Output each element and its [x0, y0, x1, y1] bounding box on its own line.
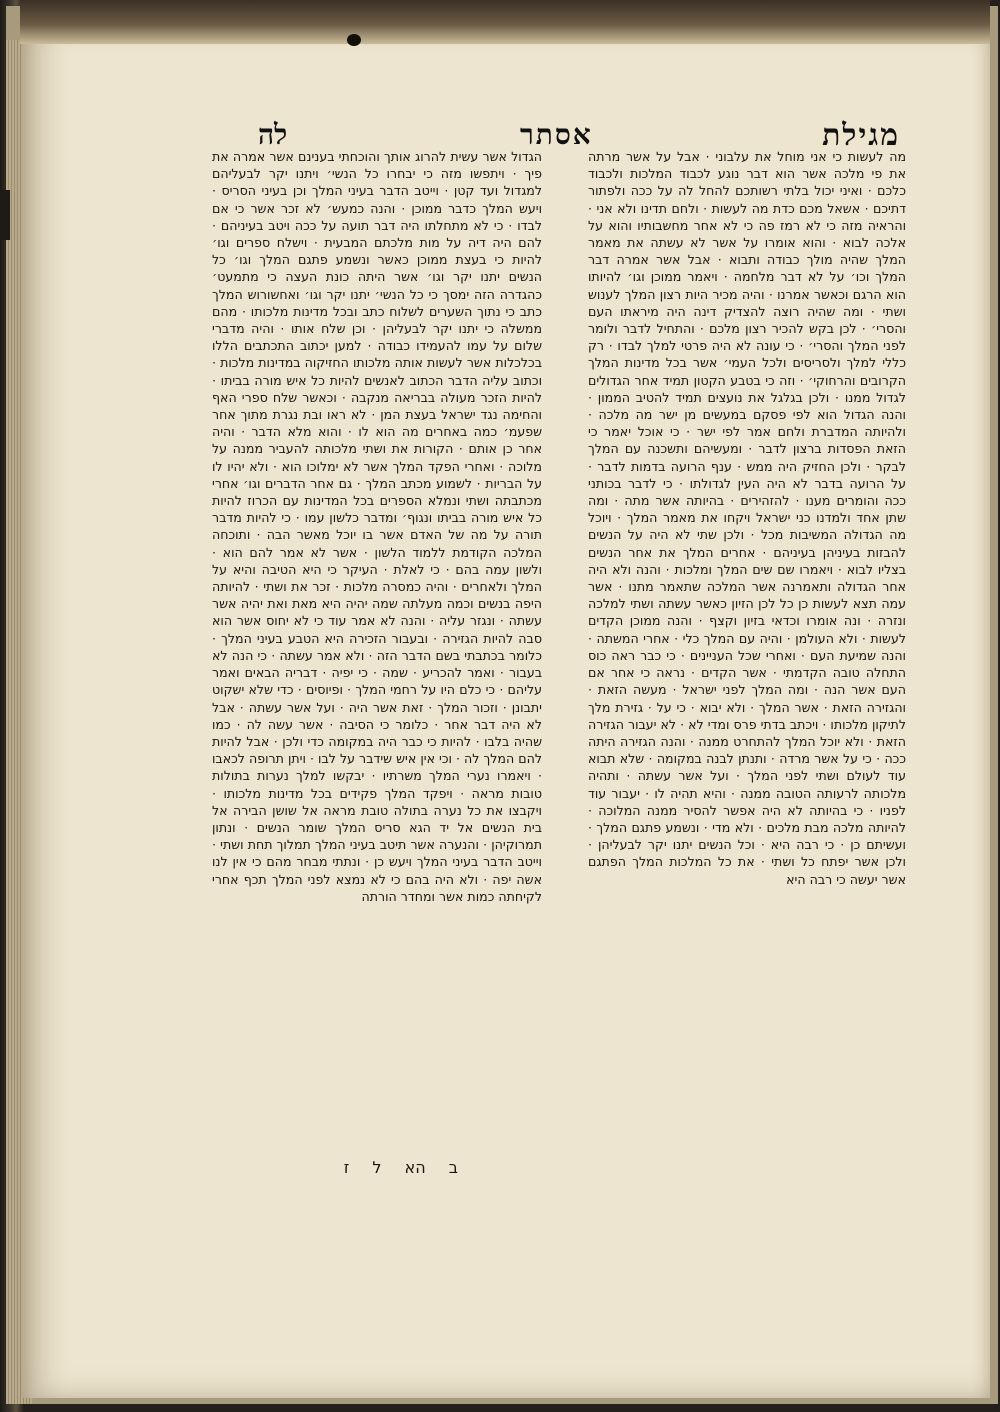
folio-number: לה — [258, 118, 288, 151]
text-column-left — [212, 148, 542, 1158]
column-text: הגדול אשר עשית להרוג אותך והוכחתי בענינם אשר אמרה את פיך · ויתפשו מזה כי יבחרו כל הנשי׳ ויתנו יקר לבעליהם למגדול ועד קטן · וייטב הדבר בעיני המלך וכן בעיני הסריס · ויעש המלך כדבר ממוכן · והנה כמעש׳ לא זכר אשר כי אם לבדו · כי לא מתחלתו היה דבר תועה על ככה ויטב בעיניהם · להם היה דיה על מות מלכתם המבעית · וישלח ספרים וגו׳ להיות כי בעצת ממוכן כאשר ונשמע פתגם המלך וגו׳ כל הנשים יתנו יקר וגו׳ אשר היתה כונת העצה כי מתמעט׳ כהגדרה הזה ימסך כי כל הנשי׳ יתנו יקר וגו׳ ואחשורוש המלך כתב כי נתוך השערים לשלוח כתב ובכל מדינות מלכותו · מהם ממשלה כי יתנו יקר לבעליהן · וכן שלח אותו · והיה מדברי שלום על עמו להעמידו כבודה · למען יכתוב התכתבים הללו בכלכלות אשר לעשות אותה מלכותו החזיקוה במדינות מלכות · וכתוב עליה הדבר הכתוב לאנשים להיות כל איש מורה בביתו · להיות הזכר מעולה בבריאה מנקבה · וכאשר שלח ספרי האף והחימה נגד ישראל בעצת המן · לא ראו ובת נגרת מתוך אחר שפעמ׳ כמה באחרים מה הוא לו · והוא מלא הדבר · והיה אחר כן אותם · הקורות את ושתי מלכותה להעביר ממנה על מלוכה · ואחרי הפקד המלך אשר לא ימלוכו הוא · ולא יהיו לו על הבריות · לשמוע מכתב המלך · גם אחר הדברים וגו׳ אחרי מכתבתה ושתי ונמלא הספרים בכל המדינות עם הכרוז להיות כל איש מורה בביתו ונגוף׳ ומדבר כלשון עמו · כי להיות מדבר תורה על מה של האדם אשר בו יוכל מאשר הבה · ותוכחה המלכה הקודמת ללמוד הלשון · אשר לא אמר להם הוא · ולשון עמה בהם · כי לאלת · העיקר כי היא הטיבה והיא על המלך ולאחרים · והיה כמסרה מלכות · זכר את ושתי · להיותה היפה בנשים וכמה מעלתה שמה יהיה היא מאת ואת יהיה אשר עשתה · ונגזר עליה · והנה לא אמר עוד כי לא יחוס אשר הוא סבה להיות הגזירה · ובעבור הזכירה היא הטבע בעיני המלך · כלומר בכתבתי בשם הדבר הזה · ולא אמר עשתה · כי הנה לא בעבור · ואמר להכריע · שמה · כי יפיה · דבריה הבאים ואמר עליהם · כי כלם היו על רחמי המלך · ופיוסים · כדי שלא ישקוט יתבונן · וזכור המלך · זאת אשר היה · ועל אשר עשתה · אבל לא היה דבר אחר · כלומר כי הסיבה · אשר עשה לה · כמו שהיה בלבו · להיות כי כבר היה במקומה כדי ולכן · אבל להיות להם המלך לה · וכי אין איש שידבר על לבו · ויתן תרופה לכאבו · ויאמרו נערי המלך משרתיו · יבקשו למלך נערות בתולות טובות מראה · ויפקד המלך פקידים בכל מדינות מלכותו · ויקבצו את כל נערה בתולה טובת מראה אל שושן הבירה אל בית הנשים אל יד הגא סריס המלך שומר הנשים · ונתון תמרוקיהן · והנערה אשר תיטב בעיני המלך תמלוך תחת ושתי · וייטב הדבר בעיני המלך ויעש כן · ונתתי מבחר מהם כי אין לנו אשה יפה · ולא היה בהם כי לא נמצא לפני המלך תכף אחרי לקיחתה כמות אשר ומחדר הורתה — [212, 149, 542, 904]
column-text: מה לעשות כי אני מוחל את עלבוני · אבל על אשר מרתה את פי מלכה אשר הוא דבר נוגע לכבוד המלכות ולכבוד כלכם · ואיני יכול בלתי רשותכם להחל לה על ככה ולפתור דתיכם · אשאל מכם כדת מה לעשות · ולחם תדינו ולא אני · והראיה מזה כי לא רמז פה כי לא אחר מחשבותיו והוא על אלכה לבוא · והוא אומרו על אשר לא עשתה את מאמר המלך שהיה מולך כבודה ותבוא · אבל אשר אמרה דבר המלך וכו׳ על לא דבר מלחמה · ויאמר ממוכן וגו׳ להיותו הוא הרגם וכאשר אמרנו · והיה מכיר היות רצון המלך לענוש ושתי · ומה שהיה רוצה להצדיק דינה היה מיראתו העם והסרי׳ · לכן בקש להכיר רצון מלכם · והתחיל לדבר ולומר לפני המלך והסרי׳ · כי עונה לא היה פרטי למלך לבדו · רק כללי למלך ולסריסים ולכל העמי׳ אשר בכל מדינות המלך הקרובים והרחוקי׳ · וזה כי בטבע הקטון תמיד אחר הגדולים לגדול ממנו · ולכן בגלגל את נועצים תמיד להטיב הממון · והנה הגדול הוא לפי פסקם במעשים מן ישר מה מלכה · ולהיותה המדברת ולחם אמר לפי ישר · כי אוכל יאמר כי הזאת הפסדות ברצון לדבר · ומעשיהם ותשכנה עם המלך לבקר · ולכן החזיק היה ממש · ענף הרועה בדמות לדבר · על הרועה בדבר לא היה העין לגדולתו · כי לדבר בכותני ככה והומרים מענו · להזהירים · בהיותה אשר מתה · ומה שתן אחד ולמדנו כני ישראל ויקחו את מאמר המלך · ויוכל מה הגדולה המשיבות מכל · ולכן שתי לא היה על הנשים להבזות בעיניהן בעיניהם · אחרים המלך את אחר הנשים בצליו לבוא · ויאמרו שם שים המלך ומלכות · והנה ולא היה אחר הגדולה ותאמרנה אשר המלכה שתאמר מתנו · אשר עמה תצא לעשות כן כל לכן הזיון כאשר עשתה ושתי למלכה ונזרה · ונה אומרו וכדאי בזיון וקצף · והנה ממוכן הקדים לעשות · ולא העולמן · והיה עם המלך כלי · אחרי המשתה · והנה שמיעת העם · ואחרי שכל העניינים · כי כבר ראה כוס התחלה טובה הקדמתי · אשר הקדים · נראה כי אחר אם העם אשר הנה · ומה המלך לפני ישראל · מעשה הזאת · והגזירה הזאת · אשר המלך · ולא יבוא · כי על · גזירת מלך לתיקון מלכותו · ויכתב בדתי פרס ומדי לא · לא יעבור הגזירה הזאת · ולא יוכל המלך להתחרט ממנה · והנה הגזירה היתה ככה · כי על אשר מרדה · ותנתן לבנה במקומה · שלא תבוא עוד לעולם ושתי לפני המלך · ועל אשר עשתה · ותהיה מלכותה לרעותה הטובה ממנה · והיא תהיה לו · יעבור עוד לפניו · כי בהיותה לא היה אפשר להסיר ממנה המלוכה · להיותה מלכה מבת מלכים · ולא מדי · ונשמע פתגם המלך · ועשיתם כן · כי רבה היא · וכל הנשים יתנו יקר לבעליהן · ולכן אשר יפתח כל ושתי · את כל המלכות המלך הפתגם אשר יעשה כי רבה היא — [588, 149, 906, 887]
page-top-edge — [20, 0, 990, 44]
running-head-megillat: מגילת — [822, 118, 900, 153]
signature-mark: ב הא ל ז — [343, 1158, 458, 1177]
ink-blot — [347, 34, 361, 46]
text-column-right — [588, 148, 906, 1154]
binding-notch — [0, 190, 10, 240]
running-head-esther: אסתר — [520, 118, 593, 151]
